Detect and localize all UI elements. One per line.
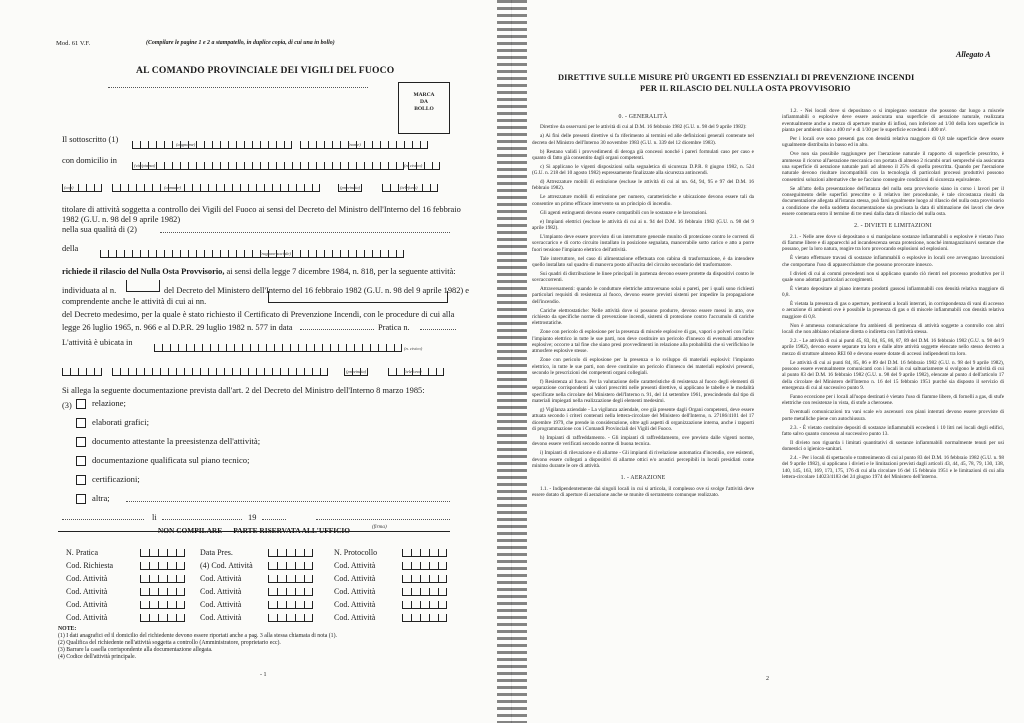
directive-paragraph: Se all'atto della presentazione dell'istanza del nulla osta provvisorio siano in corso i lavori per il conseguimento delle superfici prescritte o il relativo iter procedurale, è tale circostanza risulti da documentazione allegata all'istanza stessa, può farsi egualmente luogo al rilascio del nulla osta provvisorio a condizione che nella suddetta documentazione sia precisata la data di ultimazione dei lavori che deve essere contenuta entro il termine di tre mesi dalla data di rilascio del nulla osta. — [782, 185, 1004, 217]
reserved-row — [66, 559, 185, 572]
note-2: (2) Qualifica del richiedente nell'attività soggetta a controllo (Amministratore, proprietario ecc). — [58, 640, 281, 646]
checkbox-icon[interactable] — [76, 475, 86, 485]
revenue-stamp-box — [398, 82, 450, 134]
directive-paragraph: 2.2. - Le attività di cui ai punti 45, 83, 84, 85, 86, 87, 89 del D.M. 16 febbraio 1982 (G.U. n. 98 del 9 aprile 1982), devono essere separate tra loro e dalle altre attività soggette elencate nello stesso decreto a mezzo di strutture almeno REI 60 e devono essere dotate di accessi indipendenti tra loro. — [782, 338, 1004, 357]
column-1-paragraphs — [532, 124, 754, 469]
company-name-field[interactable] — [100, 240, 404, 258]
directive-paragraph: b) Restano validi i provvedimenti di deroga già concessi nonché i pareri formulati caso per caso e quanto di fatto già consentito dagli organi competenti. — [532, 148, 754, 161]
reserved-row — [334, 585, 447, 598]
reserved-row — [334, 572, 447, 585]
directive-paragraph: e) Impianti elettrici (escluse le attività di cui ai n. 94 del D.M. 16 febbraio 1982 (G.U. n. 98 del 9 aprile 1982). — [532, 218, 754, 231]
request-text — [62, 266, 456, 277]
directive-paragraph: h) Impianti di raffreddamento. - Gli impianti di raffreddamento, ove previsto dalle vigenti norme, devono essere verificati secondo norme di buona tecnica. — [532, 434, 754, 448]
location-phone-sublabel: (telefono) — [404, 369, 422, 374]
directive-paragraph: c) Si applicano le vigenti disposizioni sulla segnaletica di sicurezza D.P.R. 8 giugno 1982, n. 524 (G.U. n. 218 del 10 agosto 1982) espressamente finalizzate alla sicurezza antincendi. — [532, 163, 754, 177]
reserved-row — [200, 598, 313, 611]
directive-paragraph: Attraversamenti: quando le condutture elettriche attraversano solai o pareti, per i quali sono richiesti particolari requisiti di resistenza al fuoco, devono essere previsti sistemi per impedire la propagazione dell'incendio. — [532, 286, 754, 305]
directive-paragraph: Zone con pericolo di esplosione per la presenza o lo sviluppo di materiali esplosivi: l'impianto elettrico, in tutte le sue parti, non deve costituire un pericolo d'innesco dei materiali esplosivi presenti, secondo le prescrizioni dei competenti organi collegiali. — [532, 357, 754, 376]
directives-title-1: DIRETTIVE SULLE MISURE PIÙ URGENTI ED ESSENZIALI DI PREVENZIONE INCENDI — [558, 73, 915, 82]
attachment-drawings[interactable]: elaborati grafici; — [76, 417, 149, 428]
attachment-report[interactable]: relazione; — [76, 398, 126, 409]
reserved-label: Cod. Attività — [200, 574, 242, 583]
reserved-col-3 — [334, 546, 447, 624]
location-cap-field[interactable] — [62, 358, 102, 376]
reserved-code-field[interactable] — [268, 575, 313, 583]
includes-label: comprendente anche le attività di cui ai nn. — [62, 297, 207, 306]
attachment-preexistence[interactable]: documento attestante la preesistenza dell'attività; — [76, 436, 260, 447]
phone-sublabel: (telefono) — [400, 185, 418, 190]
note-1: (1) I dati anagrafici ed il domicilio del richiedente devono essere riportati anche a pag. 3 alla stessa chiamata di nota (1). — [58, 633, 337, 639]
reserved-row — [66, 598, 185, 611]
attachment-certifications[interactable]: certificazioni; — [76, 474, 140, 485]
column-2-paragraphs — [782, 108, 1004, 217]
reserved-code-field[interactable] — [140, 614, 185, 622]
name-field[interactable] — [300, 131, 428, 149]
attached-label: Si allega la seguente documentazione prevista dall'art. 2 del Decreto del Ministro dell'Interno 8 marzo 1985: — [62, 386, 425, 395]
surname-field[interactable] — [132, 131, 292, 149]
holder-text-2: 1982 (G.U. n. 98 del 9 aprile 1982) — [62, 215, 181, 224]
checkbox-icon[interactable] — [76, 399, 86, 409]
directive-paragraph: È vietato effettuare travasi di sostanze infiammabili o esplosive in locali ove avvengano lavorazioni che comportano l'uso di apparecchiature che possono provocare innesco. — [782, 255, 1004, 268]
directive-paragraph: Tale interruttore, nel caso di alimentazione effettuata con cabina di trasformazione, è da intendere quello installato sul quadro di manovra posto all'uscita del circuito secondario del trasformatore. — [532, 255, 754, 268]
text-column-2 — [782, 108, 1004, 483]
place-field[interactable] — [62, 512, 144, 520]
attachment-other[interactable]: altra; — [76, 493, 110, 504]
other-attachment-field[interactable] — [126, 501, 450, 502]
of-label: della — [62, 244, 79, 253]
directive-paragraph: Per i locali ove sono presenti gas con densità relativa maggiore di 0,8 tale superficie deve essere ugualmente distribuita in basso ed in alto. — [782, 135, 1004, 149]
reserved-row — [200, 572, 313, 585]
directive-paragraph: 1.2. - Nei locali dove si depositano o si impiegano sostanze che possono dar luogo a miscele infiammabili o esplosive deve essere assicurata una superficie di aerazione naturale, realizzata eventualmente anche a mezzo di aperture munite di infissi, non inferiore ad 1/30 della loro superficie in pianta per ambienti sino a 400 m² e di 1/30 per le superficie eccedenti i 400 m². — [782, 108, 1004, 134]
directive-paragraph: Le attività di cui ai punti 84, 85, 86 e 89 del D.M. 16 febbraio 1982 (G.U. n. 98 del 9 aprile 1982), possono essere eventualmente comunicanti con i locali in cui saltuariamente si svolgono le attività di cui al punto 83 del D.M. 16 febbraio 1982 (G.U. n. 98 del 9 aprile 1982), elencate al punto 4 dell'articolo 17 della circolare del Ministero dell'Interno n. 16 del 15 febbraio 1951 purché sia disposto il servizio di emergenza di cui al successivo punto 9. — [782, 359, 1004, 391]
reserved-code-field[interactable] — [140, 549, 185, 557]
directive-paragraph: g) Vigilanza aziendale - La vigilanza aziendale, ove già presente dagli Organi competenti, deve essere attuata secondo i criteri contenuti nella lettera-circolare del Ministero dell'Interno, n. 27186/4101 del 17 dicembre 1979, che prende in considerazione, oltre agli aspetti di organizzazione interna, anche i rapporti di programmazione con i Comandi Provinciali dei Vigili del Fuoco. — [532, 406, 754, 432]
directives-page-right — [512, 0, 1024, 723]
reserved-code-field[interactable] — [140, 562, 185, 570]
reserved-label: Cod. Attività — [200, 587, 242, 596]
reserved-code-field[interactable] — [268, 614, 313, 622]
section-aerazione: 1. - AERAZIONE — [620, 475, 666, 482]
civic-sublabel: (n. civico) — [404, 163, 423, 168]
date-field[interactable] — [300, 322, 374, 330]
location-street-field[interactable] — [154, 334, 402, 352]
directive-paragraph: f) Resistenza al fuoco. Per la valutazione delle caratteristiche di resistenza al fuoco degli elementi di separazione corrispondenti ai valori prescritti nelle presenti direttive, si applicano le tabelle e le modalità specificate nella circolare del Ministero dell'Interno n. 91, del 14 settembre 1961, prescindendo dal tipo di materiali impiegati nella realizzazione degli elementi medesimi. — [532, 378, 754, 404]
reserved-label: Cod. Attività — [334, 574, 376, 583]
signature-sublabel: (firma) — [372, 524, 387, 530]
recipient-heading: AL COMANDO PROVINCIALE DEI VIGILI DEL FUOCO — [136, 65, 395, 76]
reserved-code-field[interactable] — [268, 562, 313, 570]
reserved-label: Cod. Attività — [66, 574, 108, 583]
text-column-1 — [532, 110, 754, 501]
request-rest: ai sensi della legge 7 dicembre 1984, n. 818, per la seguente attività: — [224, 267, 456, 276]
year-label: 19 — [248, 513, 257, 522]
reserved-row — [200, 611, 313, 624]
checkbox-icon[interactable] — [76, 418, 86, 428]
directive-paragraph: L'impianto deve essere provvisto di un interruttore generale munito di protezione contro le correnti di sovraccarico e di corto circuito installato in posizione segnalata, manovrabile sotto carico e atto a porre fuori tensione l'impianto elettrico dell'attività. — [532, 233, 754, 253]
reserved-row — [66, 611, 185, 624]
reserved-label: N. Pratica — [66, 548, 98, 557]
directive-paragraph: Ove non sia possibile raggiungere per l'aerazione naturale il rapporto di superficie prescritto, è ammesso il ricorso all'aerazione meccanica con portata di almeno 2 ricambi orari sempreché sia assicurata una superficie di aerazione naturale pari ad almeno il 25% di quella prescritta. Quando per l'aerazione naturale devono risultare incompatibili con la tecnologia di particolari processi produttivi possono consentirsi soluzioni alternative che ne facciano conseguire condizioni di sicurezza equivalente. — [782, 151, 1004, 183]
checkbox-icon[interactable] — [76, 437, 86, 447]
paragraph-1-1: 1.1. - Indipendentemente dai singoli locali in cui si articola, il complesso ove si svolge l'attività deve essere dotato di aperture di aerazione anche se munite di serramento comunque realizzato. — [532, 485, 754, 498]
directive-paragraph: È vietata la presenza di gas o aperture, pertinenti a locali interrati, in corrispondenza di vani di accesso o aerazione di ambienti ove è possibile la presenza di gas o di miscele infiammabili con densità relativa maggiore di 0,8. — [782, 301, 1004, 320]
town-field[interactable] — [112, 174, 320, 192]
attach-note-ref: (3) — [62, 401, 72, 410]
attachment-technical[interactable]: documentazione qualificata sul piano tecnico; — [76, 455, 250, 466]
reserved-row — [334, 559, 447, 572]
reserved-row — [66, 585, 185, 598]
reserved-code-field[interactable] — [402, 601, 447, 609]
directive-paragraph: 2.4. - Per i locali di spettacolo e trattenimento di cui al punto 83 del D.M. 16 febbraio 1982 (G.U. n. 98 del 9 aprile 1982), si applicano i divieti e le limitazioni previsti dagli articoli 43, 44, 45, 78, 79, 130, 138, 140, 145, 163, 169, 173, 175, 176 di cui alla circolare 16 del 15 febbraio 1951 e le limitazioni di cui alla lettera-circolare 14023/4183 del 24 giugno 1974 del Ministero dell'interno. — [782, 455, 1004, 481]
section-divieti: 2. - DIVIETI E LIMITAZIONI — [854, 223, 932, 230]
pratica-label: Pratica n. — [378, 323, 410, 332]
request-bold: richiede il rilascio del Nulla Osta Provvisorio, — [62, 267, 225, 276]
column-2b-paragraphs — [782, 234, 1004, 481]
reserved-label: Cod. Attività — [66, 587, 108, 596]
page-number-right: 2 — [766, 676, 769, 682]
reserved-title: NON COMPILARE — PARTE RISERVATA ALL'UFFICIO — [157, 526, 351, 535]
annex-label: Allegato A — [956, 50, 991, 59]
page-number-left: - 1 — [260, 672, 267, 678]
directive-paragraph: Eventuali comunicazioni tra vani scale e/o ascensori con piani interrati devono essere provviste di porte metalliche piene con autochiusura. — [782, 409, 1004, 422]
reserved-code-field[interactable] — [140, 588, 185, 596]
reserved-label: Cod. Attività — [200, 613, 242, 622]
place-sep: li — [152, 513, 157, 522]
reserved-code-field[interactable] — [140, 601, 185, 609]
reserved-label: Cod. Attività — [334, 613, 376, 622]
notes-title: NOTE: — [58, 626, 77, 632]
directive-paragraph: Gli agenti estinguenti devono essere compatibili con le sostanze e le lavorazioni. — [540, 209, 708, 216]
directive-paragraph: I divieti di cui ai commi precedenti non si applicano quando ciò rientri nel processo produttivo per il quale sono adottati particolari accorgimenti. — [782, 270, 1004, 283]
reserved-row — [200, 559, 313, 572]
street-sublabel: (via/piazza) — [134, 163, 156, 168]
reserved-label: Cod. Attività — [66, 600, 108, 609]
directive-paragraph: a) Ai fini delle presenti direttive si fa riferimento ai termini ed alle definizioni generali contenute nel decreto del Ministro dell'Interno 30 novembre 1983 (G.U. n. 339 del 12 dicembre 1983). — [532, 133, 754, 146]
street-field[interactable] — [132, 152, 404, 170]
reserved-row — [334, 546, 447, 559]
reserved-code-field[interactable] — [402, 588, 447, 596]
undersigned-label: Il sottoscritto (1) — [62, 135, 119, 144]
directive-paragraph: Cariche elettrostatiche: Nelle attività dove si possono produrre, devono essere messi in atto, ove richiesto da specifiche norme di prevenzione incendi, sistemi di protezione contro l'accumulo di cariche elettrostatiche. — [532, 307, 754, 327]
directive-paragraph: Sui quadri di distribuzione le linee principali in partenza devono essere protette da dispositivi contro le sovraccorrenti. — [532, 270, 754, 284]
reserved-row — [200, 546, 313, 559]
reserved-row — [66, 546, 185, 559]
year-field[interactable] — [262, 512, 286, 520]
decree-line: del Decreto medesimo, per la quale è stato richiesto il Certificato di Prevenzione Incendi, con le procedure di cui alla — [62, 310, 455, 319]
location-civic-sublabel: (n. civico) — [404, 346, 423, 351]
recipient-address-line — [108, 87, 368, 88]
directive-paragraph: i) Impianti di rilevazione e di allarme - Gli impianti di rivelazione automatica d'incendio, ove esistenti, devono essere collegati a dispositivi di allarme ottici e/o acustici percepibili in locali presidiati come minimo durante le ore di attività. — [532, 450, 754, 469]
reserved-code-field[interactable] — [402, 562, 447, 570]
reserved-col-2 — [200, 546, 313, 624]
directive-paragraph: 2.3. - È vietato costituire depositi di sostanze infiammabili eccedenti i 10 litri nei locali degli edifici, fatto salvo quanto concesso al successivo punto 13. — [782, 424, 1004, 437]
reserved-label: Data Pres. — [200, 548, 233, 557]
reserved-code-field[interactable] — [402, 549, 447, 557]
reserved-code-field[interactable] — [402, 614, 447, 622]
checkbox-icon[interactable] — [76, 456, 86, 466]
revenue-stamp-label: MARCA DA BOLLO — [413, 92, 435, 112]
note-3: (3) Barrare la casella corrispondente alla documentazione allegata. — [58, 647, 213, 653]
reserved-label: Cod. Attività — [200, 600, 242, 609]
holder-text-1: titolare di attività soggetta a controllo dei Vigili del Fuoco ai sensi del Decreto del Ministro dell'Interno del 16 febbraio — [62, 205, 461, 214]
reserved-row — [66, 572, 185, 585]
name-sublabel: (nome) — [348, 142, 361, 147]
checkbox-icon[interactable] — [76, 494, 86, 504]
reserved-code-field[interactable] — [402, 575, 447, 583]
reserved-label: Cod. Attività — [334, 561, 376, 570]
directive-paragraph: Il divieto non riguarda i limitati quantitativi di sostanze infiammabili normalmente tenuti per usi domestici o igienico-sanitari. — [782, 439, 1004, 453]
cap-sublabel: (cap) — [64, 185, 74, 190]
directives-title-2: PER IL RILASCIO DEL NULLA OSTA PROVVISORIO — [640, 84, 851, 93]
reserved-label: Cod. Attività — [334, 600, 376, 609]
directive-paragraph: Non è ammessa comunicazione fra ambienti di pertinenza di attività soggette a controllo con altri locali che non abbiano relazione diretta o indiretta con l'attività stessa. — [782, 322, 1004, 336]
quality-field[interactable] — [160, 232, 450, 233]
reserved-label: Cod. Attività — [66, 613, 108, 622]
reserved-label: N. Protocollo — [334, 548, 378, 557]
town-sublabel: (comune) — [164, 185, 181, 190]
location-province-sublabel: (provincia) — [346, 369, 367, 374]
company-sublabel: (ragione sociale) — [260, 251, 291, 256]
directive-paragraph: Direttive da osservarsi per le attività di cui al D.M. 16 febbraio 1982 (G.U. n. 98 del 9 aprile 1982): — [540, 124, 747, 131]
reserved-label: (4) Cod. Attività — [200, 561, 253, 570]
decree-ref: del Decreto del Ministero dell'Interno del 16 febbraio 1982 (G.U. n. 98 del 9 aprile 1982) e — [164, 286, 470, 295]
activity-number-field[interactable] — [126, 280, 160, 292]
note-4: (4) Codice dell'attività principale. — [58, 654, 136, 660]
binding-spine — [497, 0, 527, 723]
reserved-code-field[interactable] — [140, 575, 185, 583]
day-field[interactable] — [162, 512, 242, 520]
form-instructions: (Compilare le pagine 1 e 2 a stampatello, in duplice copia, di cui una in bollo) — [146, 40, 335, 46]
identified-label: individuata al n. — [62, 286, 117, 295]
directive-paragraph: È vietato depositare al piano interrato prodotti gassosi infiammabili con densità relativa maggiore di 0,8. — [782, 285, 1004, 299]
directive-paragraph: d) Attrezzature mobili di estinzione (escluse le attività di cui ai nn. 64, 94, 95 e 97 del D.M. 16 febbraio 1982). — [532, 179, 754, 192]
law-line: legge 26 luglio 1965, n. 966 e al D.P.R. 29 luglio 1982 n. 577 in data — [62, 323, 293, 332]
reserved-row — [334, 611, 447, 624]
pratica-field[interactable] — [420, 322, 456, 330]
directive-paragraph: 2.1. - Nelle aree dove si depositano o si manipolano sostanze infiammabili o esplosive è vietato l'uso di fiamme libere e di apparecchi ad incandescenza senza protezione, nonché immagazzinarvi sostanze che possano, per la loro natura, reagire tra loro provocando esplosioni od esplosioni. — [782, 233, 1004, 253]
reserved-row — [334, 598, 447, 611]
directive-paragraph: Fanno eccezione per i locali all'uopo destinati è vietato l'uso di fiamme libere, di fornelli a gas, di stufe elettriche con resistenze in vista, di stufe a cherosene. — [782, 393, 1004, 407]
reserved-code-field[interactable] — [268, 588, 313, 596]
reserved-label: Cod. Attività — [334, 587, 376, 596]
location-town-field[interactable] — [112, 358, 328, 376]
located-label: L'attività è ubicata in — [62, 338, 133, 347]
directive-paragraph: Le attrezzature mobili di estinzione per numero, caratteristiche e ubicazione devono essere tali da consentire un primo efficace intervento su un principio di incendio. — [532, 194, 754, 207]
province-sublabel: (provincia) — [340, 185, 361, 190]
domicile-label: con domicilio in — [62, 156, 117, 165]
reserved-code-field[interactable] — [268, 601, 313, 609]
other-activities-field[interactable] — [268, 291, 448, 303]
surname-sublabel: (cognome) — [176, 142, 196, 147]
signature-field[interactable] — [316, 512, 450, 520]
section-generalita: 0. - GENERALITÀ — [618, 114, 668, 120]
reserved-code-field[interactable] — [268, 549, 313, 557]
quality-label: nella sua qualità di (2) — [62, 225, 137, 234]
directive-paragraph: Zone con pericolo di esplosione per la presenza di miscele esplosive di gas, vapori o polveri con l'aria: l'impianto elettrico in tutte le sue parti, non deve costituire un pericolo d'innesco di eventuali atmosfere esplosive; occorre a tal fine che siano presi provvedimenti in relazione alla probabilità che si verifichino le atmosfere esplosive stesse. — [532, 329, 754, 355]
reserved-col-1 — [66, 546, 185, 624]
reserved-label: Cod. Richiesta — [66, 561, 114, 570]
reserved-row — [200, 585, 313, 598]
form-code: Mod. 61 V.F. — [56, 40, 91, 47]
